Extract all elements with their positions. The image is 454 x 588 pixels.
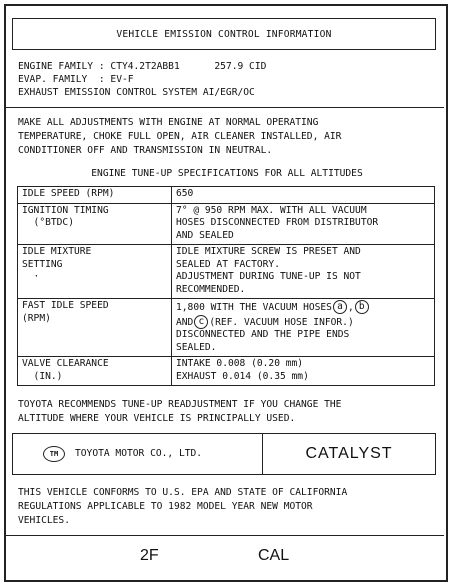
table-row (18, 299, 435, 357)
evap-family-value: EV-F (110, 74, 134, 85)
label-title: VEHICLE EMISSION CONTROL INFORMATION (12, 18, 436, 50)
emission-system-line: EXHAUST EMISSION CONTROL SYSTEM AI/EGR/OC (18, 87, 255, 98)
hose-c-marker: c (194, 315, 208, 329)
engine-family-value: CTY4.2T2ABB1 (110, 61, 180, 72)
maker-box (12, 433, 436, 475)
table-row (18, 187, 435, 204)
table-row (18, 357, 435, 386)
spec-table (17, 186, 435, 386)
conformity-line: THIS VEHICLE CONFORMS TO U.S. EPA AND STATE OF CALIFORNIA (18, 487, 348, 498)
spec-key: VALVE CLEARANCE (IN.) (18, 357, 172, 386)
spec-title: ENGINE TUNE-UP SPECIFICATIONS FOR ALL ALTITUDES (91, 168, 363, 179)
maker-cell (13, 434, 263, 474)
spec-key: IDLE MIXTURE SETTING · (18, 245, 172, 299)
engine-family-line (18, 61, 266, 74)
spec-value: 7° @ 950 RPM MAX. WITH ALL VACUUM HOSES DISCONNECTED FROM DISTRIBUTOR AND SEALED (172, 203, 435, 245)
spec-value: 650 (172, 187, 435, 204)
conformity-line: VEHICLES. (18, 515, 70, 526)
spec-value: IDLE MIXTURE SCREW IS PRESET AND SEALED AT FACTORY. ADJUSTMENT DURING TUNE-UP IS NOT RECOMMENDED. (172, 245, 435, 299)
readjust-line: TOYOTA RECOMMENDS TUNE-UP READJUSTMENT IF YOU CHANGE THE (18, 399, 342, 410)
engine-family-label: ENGINE FAMILY : (18, 61, 105, 72)
divider (4, 107, 444, 108)
maker-name: TOYOTA MOTOR CO., LTD. (75, 447, 203, 459)
spec-key: IDLE SPEED (RPM) (18, 187, 172, 204)
table-row (18, 245, 435, 299)
hose-b-marker: b (355, 300, 369, 314)
hose-a-marker: a (333, 300, 347, 314)
readjust-line: ALTITUDE WHERE YOUR VEHICLE IS PRINCIPALLY USED. (18, 413, 296, 424)
table-row (18, 203, 435, 245)
conditions-line: MAKE ALL ADJUSTMENTS WITH ENGINE AT NORMAL OPERATING (18, 117, 319, 128)
footer-code-right: CAL (258, 547, 290, 564)
conditions-line: TEMPERATURE, CHOKE FULL OPEN, AIR CLEANER INSTALLED, AIR (18, 131, 342, 142)
spec-key: IGNITION TIMING (°BTDC) (18, 203, 172, 245)
engine-displacement: 257.9 CID (214, 61, 267, 72)
divider (4, 535, 444, 536)
toyota-logo-icon: TM (43, 446, 65, 462)
evap-family-line (18, 74, 134, 87)
catalyst-label: CATALYST (305, 445, 393, 462)
spec-value: INTAKE 0.008 (0.20 mm) EXHAUST 0.014 (0.35 mm) (172, 357, 435, 386)
spec-key: FAST IDLE SPEED (RPM) (18, 299, 172, 357)
conditions-line: CONDITIONER OFF AND TRANSMISSION IN NEUTRAL. (18, 145, 273, 156)
footer-code-left: 2F (140, 547, 159, 564)
evap-family-label: EVAP. FAMILY : (18, 74, 105, 85)
conformity-line: REGULATIONS APPLICABLE TO 1982 MODEL YEAR NEW MOTOR (18, 501, 313, 512)
spec-value: 1,800 WITH THE VACUUM HOSES a , b AND c (REF. VACUUM HOSE INFOR.) DISCONNECTED AND THE PIPE ENDS SEALED. (172, 299, 435, 357)
